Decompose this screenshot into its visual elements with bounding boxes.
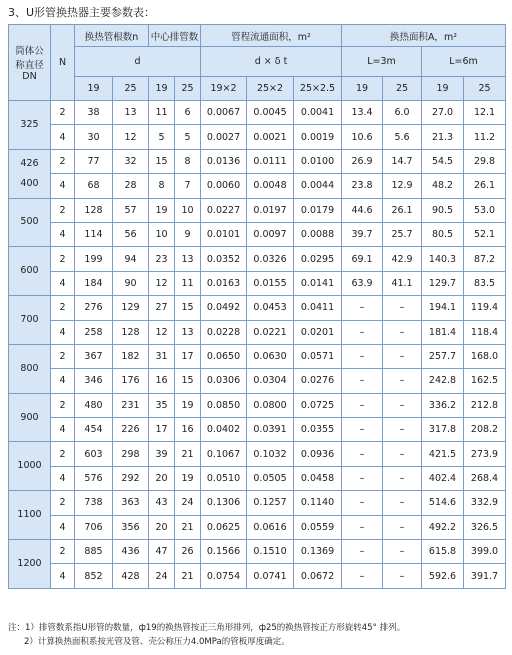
- table-cell: 176: [113, 369, 149, 393]
- table-cell: 421.5: [422, 442, 464, 466]
- table-cell: 0.0616: [247, 515, 294, 539]
- table-cell: 19: [175, 393, 201, 417]
- table-cell: 0.0355: [294, 418, 342, 442]
- table-cell: 52.1: [464, 222, 506, 246]
- table-cell: 454: [75, 418, 113, 442]
- table-row: [9, 320, 506, 344]
- table-cell: 23: [149, 247, 175, 271]
- dn-cell: 700: [9, 296, 51, 345]
- table-cell: 0.1257: [247, 491, 294, 515]
- table-cell: 0.0754: [201, 564, 247, 588]
- table-cell: 4: [51, 174, 75, 198]
- notes: [8, 621, 405, 649]
- table-cell: 43: [149, 491, 175, 515]
- table-cell: 53.0: [464, 198, 506, 222]
- table-cell: 162.5: [464, 369, 506, 393]
- table-cell: 6: [175, 101, 201, 125]
- table-cell: –: [383, 564, 422, 588]
- table-cell: 24: [149, 564, 175, 588]
- table-row: [9, 271, 506, 295]
- table-cell: 592.6: [422, 564, 464, 588]
- table-row: [9, 393, 506, 417]
- table-cell: 258: [75, 320, 113, 344]
- table-cell: 885: [75, 540, 113, 564]
- table-cell: 118.4: [464, 320, 506, 344]
- table-cell: 24: [175, 491, 201, 515]
- table-cell: 128: [75, 198, 113, 222]
- table-cell: 181.4: [422, 320, 464, 344]
- table-cell: 77: [75, 149, 113, 173]
- table-cell: 0.0352: [201, 247, 247, 271]
- table-cell: 603: [75, 442, 113, 466]
- table-cell: 2: [51, 540, 75, 564]
- table-cell: 9: [175, 222, 201, 246]
- table-row: [9, 466, 506, 490]
- table-cell: –: [342, 491, 383, 515]
- table-cell: 0.0510: [201, 466, 247, 490]
- table-cell: 0.1566: [201, 540, 247, 564]
- parameter-table: [8, 24, 506, 589]
- table-cell: 16: [175, 418, 201, 442]
- table-row: [9, 369, 506, 393]
- table-cell: 2: [51, 393, 75, 417]
- table-cell: 11: [149, 101, 175, 125]
- table-cell: –: [383, 296, 422, 320]
- dn-cell: 325: [9, 101, 51, 150]
- table-cell: 0.0725: [294, 393, 342, 417]
- table-cell: 0.0458: [294, 466, 342, 490]
- table-cell: 0.0179: [294, 198, 342, 222]
- table-cell: –: [383, 320, 422, 344]
- table-cell: 367: [75, 344, 113, 368]
- table-cell: 2: [51, 296, 75, 320]
- table-cell: 0.0041: [294, 101, 342, 125]
- table-cell: 90.5: [422, 198, 464, 222]
- table-cell: 12: [149, 271, 175, 295]
- table-cell: 0.0304: [247, 369, 294, 393]
- table-cell: 0.0276: [294, 369, 342, 393]
- dn-cell: 1000: [9, 442, 51, 491]
- table-cell: 27.0: [422, 101, 464, 125]
- table-cell: 129: [113, 296, 149, 320]
- table-cell: 26.1: [464, 174, 506, 198]
- heat-area-header: 换热面积A，m²: [342, 25, 506, 47]
- table-row: [9, 198, 506, 222]
- table-cell: 212.8: [464, 393, 506, 417]
- table-cell: 182: [113, 344, 149, 368]
- table-cell: 28: [113, 174, 149, 198]
- table-cell: 4: [51, 320, 75, 344]
- table-cell: 0.0048: [247, 174, 294, 198]
- table-cell: 13.4: [342, 101, 383, 125]
- table-cell: 35: [149, 393, 175, 417]
- table-row: [9, 491, 506, 515]
- table-cell: 12.1: [464, 101, 506, 125]
- table-cell: –: [342, 296, 383, 320]
- table-cell: 17: [175, 344, 201, 368]
- table-cell: 12: [113, 125, 149, 149]
- table-cell: 39.7: [342, 222, 383, 246]
- table-cell: 0.0136: [201, 149, 247, 173]
- sub-header-cell: 19: [342, 77, 383, 101]
- dn-cell: 426 400: [9, 149, 51, 198]
- table-cell: 514.6: [422, 491, 464, 515]
- sub-header-cell: 25: [175, 77, 201, 101]
- table-row: [9, 222, 506, 246]
- table-cell: –: [342, 540, 383, 564]
- table-cell: 21: [175, 564, 201, 588]
- sub-header-cell: 25: [464, 77, 506, 101]
- table-cell: 31: [149, 344, 175, 368]
- table-cell: 2: [51, 491, 75, 515]
- table-cell: 276: [75, 296, 113, 320]
- table-cell: 13: [113, 101, 149, 125]
- table-cell: 21: [175, 515, 201, 539]
- table-cell: 0.0019: [294, 125, 342, 149]
- table-cell: 5.6: [383, 125, 422, 149]
- dn-cell: 1100: [9, 491, 51, 540]
- table-cell: 25.7: [383, 222, 422, 246]
- table-cell: 15: [175, 369, 201, 393]
- table-cell: 0.0100: [294, 149, 342, 173]
- table-cell: 39: [149, 442, 175, 466]
- table-cell: –: [383, 442, 422, 466]
- note-2: 2）计算换热面积系按光管及管、壳公称压力4.0MPa的管板厚度确定。: [24, 637, 290, 647]
- tube-count-header: 换热管根数n: [75, 25, 149, 47]
- table-cell: 268.4: [464, 466, 506, 490]
- table-cell: –: [383, 491, 422, 515]
- table-cell: 0.0101: [201, 222, 247, 246]
- table-row: [9, 125, 506, 149]
- table-cell: 0.0155: [247, 271, 294, 295]
- table-cell: 2: [51, 149, 75, 173]
- table-cell: 10: [149, 222, 175, 246]
- n-header: N: [51, 25, 75, 101]
- dn-cell: 500: [9, 198, 51, 247]
- table-cell: 4: [51, 369, 75, 393]
- table-cell: 326.5: [464, 515, 506, 539]
- table-cell: 0.0227: [201, 198, 247, 222]
- table-cell: 0.0453: [247, 296, 294, 320]
- d-header: d: [75, 47, 201, 77]
- sub-header-cell: 25: [383, 77, 422, 101]
- table-cell: 0.0625: [201, 515, 247, 539]
- table-cell: 27: [149, 296, 175, 320]
- table-cell: 257.7: [422, 344, 464, 368]
- table-cell: 2: [51, 247, 75, 271]
- table-cell: 68: [75, 174, 113, 198]
- sub-header-cell: 19: [75, 77, 113, 101]
- table-cell: 0.0391: [247, 418, 294, 442]
- table-cell: 128: [113, 320, 149, 344]
- table-cell: 6.0: [383, 101, 422, 125]
- table-cell: 7: [175, 174, 201, 198]
- table-cell: 5: [149, 125, 175, 149]
- table-cell: 0.0936: [294, 442, 342, 466]
- table-cell: 26: [175, 540, 201, 564]
- table-cell: 706: [75, 515, 113, 539]
- table-cell: 19: [175, 466, 201, 490]
- table-cell: –: [383, 466, 422, 490]
- table-cell: 0.0044: [294, 174, 342, 198]
- table-cell: 194.1: [422, 296, 464, 320]
- table-cell: 10.6: [342, 125, 383, 149]
- table-cell: 2: [51, 442, 75, 466]
- table-cell: 32: [113, 149, 149, 173]
- table-cell: –: [383, 540, 422, 564]
- sub-header-cell: 25×2.5: [294, 77, 342, 101]
- table-cell: 21.3: [422, 125, 464, 149]
- table-cell: 0.0088: [294, 222, 342, 246]
- table-cell: 114: [75, 222, 113, 246]
- table-cell: 47: [149, 540, 175, 564]
- table-cell: 41.1: [383, 271, 422, 295]
- table-cell: 17: [149, 418, 175, 442]
- d-delta-header: d × δ t: [201, 47, 342, 77]
- table-cell: 0.0650: [201, 344, 247, 368]
- table-cell: 184: [75, 271, 113, 295]
- table-cell: 199: [75, 247, 113, 271]
- table-cell: –: [383, 515, 422, 539]
- table-cell: –: [383, 369, 422, 393]
- table-cell: 140.3: [422, 247, 464, 271]
- table-cell: 0.0228: [201, 320, 247, 344]
- table-cell: 4: [51, 271, 75, 295]
- table-cell: –: [383, 393, 422, 417]
- table-cell: –: [342, 515, 383, 539]
- table-cell: 2: [51, 344, 75, 368]
- table-cell: 0.0492: [201, 296, 247, 320]
- table-cell: 0.0097: [247, 222, 294, 246]
- table-row: [9, 540, 506, 564]
- table-cell: –: [342, 466, 383, 490]
- table-cell: 8: [149, 174, 175, 198]
- table-cell: 4: [51, 466, 75, 490]
- table-cell: 57: [113, 198, 149, 222]
- table-cell: 292: [113, 466, 149, 490]
- table-cell: 208.2: [464, 418, 506, 442]
- table-cell: 2: [51, 101, 75, 125]
- table-cell: 0.0295: [294, 247, 342, 271]
- table-cell: 480: [75, 393, 113, 417]
- table-cell: 10: [175, 198, 201, 222]
- sub-header-cell: 19×2: [201, 77, 247, 101]
- table-cell: 0.0741: [247, 564, 294, 588]
- table-cell: 273.9: [464, 442, 506, 466]
- table-body: [9, 101, 506, 589]
- table-cell: 168.0: [464, 344, 506, 368]
- table-cell: 16: [149, 369, 175, 393]
- table-cell: 0.0221: [247, 320, 294, 344]
- table-cell: 738: [75, 491, 113, 515]
- table-cell: 615.8: [422, 540, 464, 564]
- dn-cell: 900: [9, 393, 51, 442]
- table-cell: 4: [51, 418, 75, 442]
- table-cell: 0.1306: [201, 491, 247, 515]
- table-cell: 0.0630: [247, 344, 294, 368]
- table-cell: 0.0060: [201, 174, 247, 198]
- sub-header-cell: 25: [113, 77, 149, 101]
- table-cell: –: [342, 564, 383, 588]
- table-cell: 317.8: [422, 418, 464, 442]
- table-cell: –: [342, 418, 383, 442]
- table-cell: 56: [113, 222, 149, 246]
- table-cell: –: [342, 442, 383, 466]
- table-row: [9, 515, 506, 539]
- l6-header: L=6m: [422, 47, 506, 77]
- note-1: 注：1）排管数系指U形管的数量，ф19的换热管按正三角形排列，ф25的换热管按正方形旋转45° 排列。: [8, 623, 406, 633]
- table-cell: 436: [113, 540, 149, 564]
- table-cell: 363: [113, 491, 149, 515]
- table-cell: 90: [113, 271, 149, 295]
- table-cell: 0.0163: [201, 271, 247, 295]
- table-cell: 0.1510: [247, 540, 294, 564]
- table-cell: 391.7: [464, 564, 506, 588]
- table-cell: –: [342, 393, 383, 417]
- table-cell: 0.1032: [247, 442, 294, 466]
- table-cell: 428: [113, 564, 149, 588]
- table-cell: 20: [149, 466, 175, 490]
- table-row: [9, 149, 506, 173]
- table-cell: 0.0045: [247, 101, 294, 125]
- table-cell: 0.0505: [247, 466, 294, 490]
- table-cell: 20: [149, 515, 175, 539]
- table-cell: 0.1067: [201, 442, 247, 466]
- table-cell: 242.8: [422, 369, 464, 393]
- table-cell: 0.0067: [201, 101, 247, 125]
- table-cell: 94: [113, 247, 149, 271]
- table-cell: 69.1: [342, 247, 383, 271]
- l3-header: L=3m: [342, 47, 422, 77]
- dn-cell: 1200: [9, 540, 51, 589]
- table-cell: 0.0201: [294, 320, 342, 344]
- table-cell: 0.0027: [201, 125, 247, 149]
- table-row: [9, 344, 506, 368]
- table-cell: 0.0402: [201, 418, 247, 442]
- table-cell: 4: [51, 125, 75, 149]
- table-cell: 0.0571: [294, 344, 342, 368]
- sub-header-cell: 19: [422, 77, 464, 101]
- center-row-header: 中心排管数: [149, 25, 201, 47]
- table-cell: 399.0: [464, 540, 506, 564]
- table-cell: 14.7: [383, 149, 422, 173]
- table-cell: 356: [113, 515, 149, 539]
- table-cell: 8: [175, 149, 201, 173]
- table-cell: –: [342, 320, 383, 344]
- table-cell: 2: [51, 198, 75, 222]
- dn-header: 筒体公称直径DN: [9, 25, 51, 101]
- table-cell: 44.6: [342, 198, 383, 222]
- table-cell: 4: [51, 222, 75, 246]
- table-row: [9, 564, 506, 588]
- table-cell: 11: [175, 271, 201, 295]
- table-cell: 83.5: [464, 271, 506, 295]
- table-cell: 42.9: [383, 247, 422, 271]
- table-cell: 19: [149, 198, 175, 222]
- table-cell: 38: [75, 101, 113, 125]
- table-row: [9, 296, 506, 320]
- table-cell: 0.0021: [247, 125, 294, 149]
- table-cell: 0.0411: [294, 296, 342, 320]
- sub-header-cell: 19: [149, 77, 175, 101]
- table-cell: 298: [113, 442, 149, 466]
- table-cell: 119.4: [464, 296, 506, 320]
- table-cell: 402.4: [422, 466, 464, 490]
- table-cell: –: [342, 369, 383, 393]
- table-cell: 11.2: [464, 125, 506, 149]
- table-cell: 129.7: [422, 271, 464, 295]
- table-cell: 13: [175, 247, 201, 271]
- table-cell: 0.0111: [247, 149, 294, 173]
- table-cell: 0.0141: [294, 271, 342, 295]
- table-cell: 15: [175, 296, 201, 320]
- table-cell: 4: [51, 515, 75, 539]
- page-title: 3、U形管换热器主要参数表：: [8, 6, 156, 19]
- table-cell: 54.5: [422, 149, 464, 173]
- table-cell: 48.2: [422, 174, 464, 198]
- table-row: [9, 442, 506, 466]
- table-cell: 29.8: [464, 149, 506, 173]
- table-cell: 492.2: [422, 515, 464, 539]
- dn-cell: 600: [9, 247, 51, 296]
- sub-header-cell: 25×2: [247, 77, 294, 101]
- table-cell: 336.2: [422, 393, 464, 417]
- table-cell: 87.2: [464, 247, 506, 271]
- table-cell: 332.9: [464, 491, 506, 515]
- table-cell: 4: [51, 564, 75, 588]
- table-row: [9, 101, 506, 125]
- table-cell: 5: [175, 125, 201, 149]
- table-cell: 12: [149, 320, 175, 344]
- table-cell: 231: [113, 393, 149, 417]
- table-cell: 0.0326: [247, 247, 294, 271]
- table-cell: 346: [75, 369, 113, 393]
- table-cell: 23.8: [342, 174, 383, 198]
- table-cell: 0.0800: [247, 393, 294, 417]
- table-cell: –: [383, 344, 422, 368]
- table-cell: 226: [113, 418, 149, 442]
- dn-cell: 800: [9, 344, 51, 393]
- table-cell: 0.0672: [294, 564, 342, 588]
- table-cell: –: [383, 418, 422, 442]
- table-cell: 15: [149, 149, 175, 173]
- flow-area-header: 管程流通面积，m²: [201, 25, 342, 47]
- table-cell: 12.9: [383, 174, 422, 198]
- table-header: [9, 25, 506, 101]
- table-cell: 80.5: [422, 222, 464, 246]
- table-cell: 26.9: [342, 149, 383, 173]
- table-row: [9, 418, 506, 442]
- table-cell: 0.0559: [294, 515, 342, 539]
- table-cell: 0.0306: [201, 369, 247, 393]
- table-cell: 0.0850: [201, 393, 247, 417]
- table-cell: 13: [175, 320, 201, 344]
- table-cell: 0.1140: [294, 491, 342, 515]
- table-cell: 26.1: [383, 198, 422, 222]
- table-cell: 0.1369: [294, 540, 342, 564]
- table-cell: 0.0197: [247, 198, 294, 222]
- table-row: [9, 174, 506, 198]
- table-row: [9, 247, 506, 271]
- table-cell: 21: [175, 442, 201, 466]
- table-cell: 30: [75, 125, 113, 149]
- table-cell: 576: [75, 466, 113, 490]
- table-cell: 63.9: [342, 271, 383, 295]
- table-cell: 852: [75, 564, 113, 588]
- table-cell: –: [342, 344, 383, 368]
